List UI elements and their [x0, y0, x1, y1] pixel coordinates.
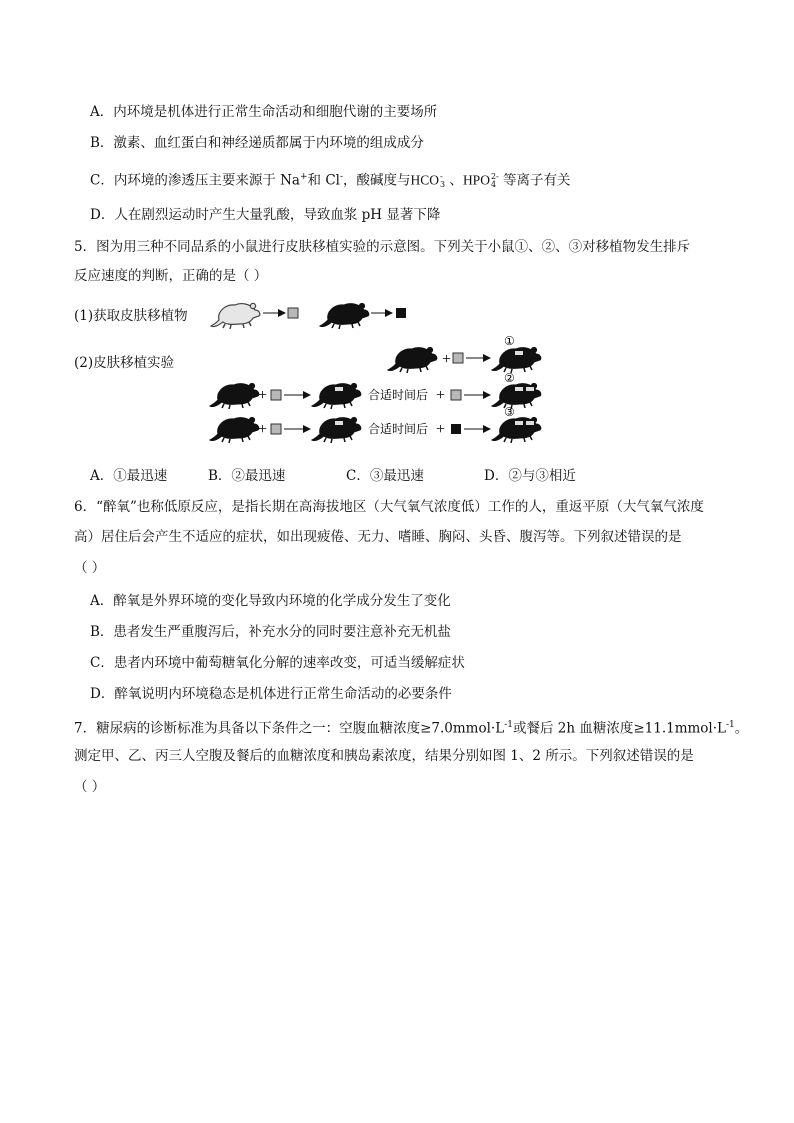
q4-option-c-sep: 、	[445, 172, 463, 189]
black-mouse-icon	[320, 303, 369, 329]
q7-stem-text2: 或餐后 2h 血糖浓度≥11.1mmol·L	[512, 720, 727, 737]
q4-option-d: D．人在剧烈运动时产生大量乳酸，导致血浆 pH 显著下降	[90, 207, 441, 223]
plus-sign: +	[258, 421, 268, 438]
q5-stem-line2: 反应速度的判断，正确的是（ ）	[74, 268, 268, 284]
hco3-ion: HCO	[410, 172, 440, 188]
hpo4-ion: HPO	[462, 172, 490, 188]
plus-sign: +	[436, 421, 446, 438]
hpo4-stack: 2- 4	[490, 172, 499, 189]
black-graft-icon	[396, 308, 406, 318]
hco3-stack: - 3	[440, 172, 446, 189]
q6-option-b: B．患者发生严重腹泻后，补充水分的同时要注意补充无机盐	[90, 624, 451, 640]
plus-sign: +	[436, 387, 446, 404]
q7-exponent-2: -1	[726, 720, 735, 730]
q4-option-a: A．内环境是机体进行正常生命活动和细胞代谢的主要场所	[90, 104, 438, 120]
black-mouse-icon	[210, 383, 259, 409]
q5-option-b: B．②最迅速	[208, 468, 286, 484]
q6-option-a: A．醉氧是外界环境的变化导致内环境的化学成分发生了变化	[90, 593, 451, 609]
after-time-label: 合适时间后	[368, 388, 429, 402]
circle-label-1: ①	[504, 334, 515, 348]
q5-option-c: C．③最迅速	[346, 468, 424, 484]
q7-stem-text3: 。	[734, 720, 749, 737]
q4-option-c-text3: ，酸碱度与	[343, 172, 411, 189]
plus-sign: +	[442, 351, 452, 368]
plus-sign: +	[258, 387, 268, 404]
q4-option-c-text2: 和 Cl	[307, 172, 340, 189]
q6-stem-line3: （ ）	[74, 560, 106, 576]
q4-option-b: B．激素、血红蛋白和神经递质都属于内环境的组成成分	[90, 135, 424, 151]
black-mouse-icon	[210, 417, 259, 443]
white-mouse-icon	[211, 303, 260, 329]
q4-option-c	[90, 168, 571, 190]
diagram-label-2: (2)皮肤移植实验	[74, 355, 175, 371]
circle-label-2: ②	[504, 371, 515, 385]
black-mouse-icon	[388, 347, 437, 373]
q5-option-a: A．①最迅速	[90, 468, 168, 484]
q6-option-c: C．患者内环境中葡萄糖氧化分解的速率改变，可适当缓解症状	[90, 655, 465, 671]
after-time-label: 合适时间后	[368, 422, 429, 436]
circle-label-3: ③	[504, 405, 515, 419]
cl-charge: -	[339, 172, 344, 182]
q7-stem-text1: 7．糖尿病的诊断标准为具备以下条件之一：空腹血糖浓度≥7.0mmol·L	[74, 720, 505, 737]
q4-option-c-text: C．内环境的渗透压主要来源于 Na	[90, 172, 300, 189]
q7-stem-line3: （ ）	[74, 779, 106, 795]
q6-stem-line2: 高）居住后会产生不适应的症状，如出现疲倦、无力、嗜睡、胸闷、头昏、腹泻等。下列叙述错误的是	[74, 529, 682, 545]
q4-option-c-end: 等离子有关	[498, 172, 571, 189]
skin-graft-diagram	[70, 298, 550, 450]
q6-stem-line1: 6．“醉氧”也称低原反应，是指长期在高海拔地区（大气氧气浓度低）工作的人，重返平原（大气氧气浓度	[74, 499, 704, 515]
na-charge: +	[299, 172, 308, 182]
q7-exponent-1: -1	[504, 720, 513, 730]
q5-stem-line1: 5．图为用三种不同品系的小鼠进行皮肤移植实验的示意图。下列关于小鼠①、②、③对移植物发生排斥	[74, 239, 691, 255]
q5-option-d: D．②与③相近	[484, 468, 576, 484]
q6-option-d: D．醉氧说明内环境稳态是机体进行正常生命活动的必要条件	[90, 686, 452, 702]
q7-stem-line2: 测定甲、乙、丙三人空腹及餐后的血糖浓度和胰岛素浓度，结果分别如图 1、2 所示。下列叙述错误的是	[74, 748, 694, 764]
q7-stem-line1	[74, 716, 748, 738]
gray-graft-icon	[288, 308, 298, 318]
diagram-label-1: (1)获取皮肤移植物	[74, 308, 188, 324]
